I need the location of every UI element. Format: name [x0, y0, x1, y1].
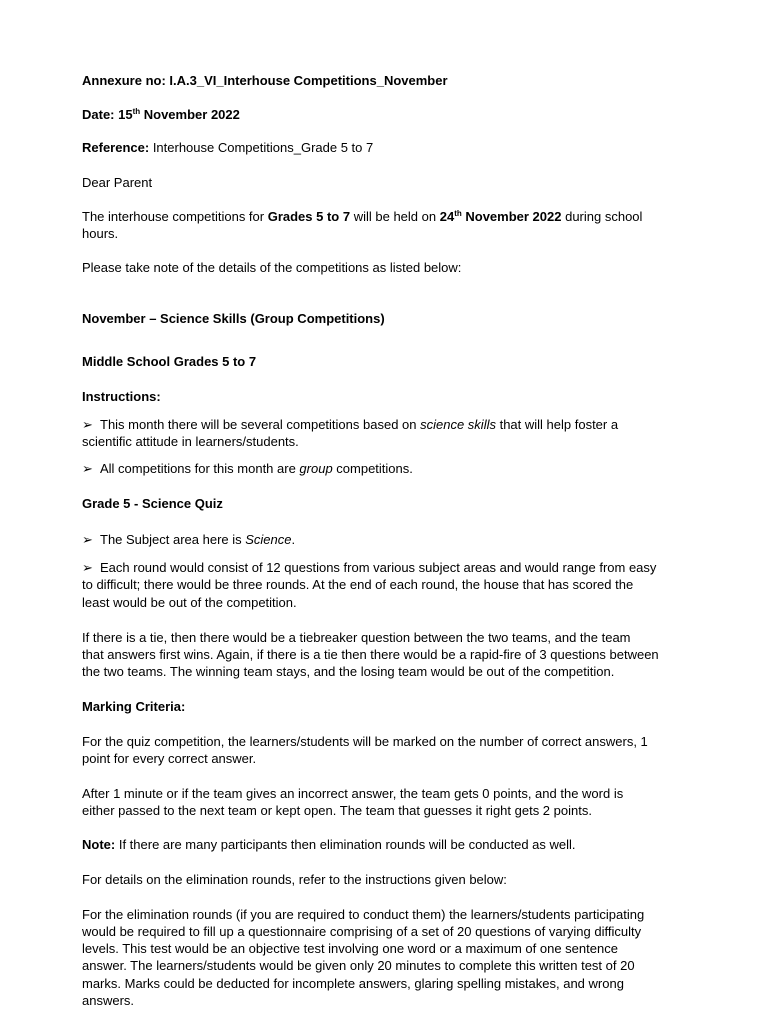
- marking-paragraph-1-line2: point for every correct answer.: [82, 751, 257, 766]
- marking-heading: Marking Criteria:: [82, 699, 186, 714]
- grade5-bullet-2-cont: to difficult; there would be three rounds. At the end of each round, the house that has scored the: [82, 577, 634, 592]
- reference-line: [82, 139, 727, 156]
- salutation: Dear Parent: [82, 175, 153, 190]
- date-label: Date: 15th November 2022: [82, 107, 240, 122]
- arrow-bullet-icon: ➢: [82, 560, 93, 575]
- grade5-bullet-2-cont2: least would be out of the competition.: [82, 595, 297, 610]
- marking-paragraph-2-line1: After 1 minute or if the team gives an incorrect answer, the team gets 0 points, and the word is: [82, 786, 624, 801]
- instruction-bullet-1-cont: scientific attitude in learners/students.: [82, 434, 299, 449]
- middle-school-heading: Middle School Grades 5 to 7: [82, 354, 257, 369]
- annexure-line: Annexure no: I.A.3_VI_Interhouse Competitions_November: [82, 73, 448, 88]
- intro-paragraph-line1: The interhouse competitions for Grades 5 to 7 will be held on 24th November 2022 during school: [82, 209, 643, 224]
- tie-paragraph-line3: the two teams. The winning team stays, and the losing team would be out of the competition.: [82, 664, 615, 679]
- elimination-line3: levels. This test would be an objective test involving one word or a maximum of one sentence: [82, 941, 618, 956]
- elimination-line2: would be required to fill up a questionnaire comprising of a set of 20 questions of varying difficulty: [82, 924, 642, 939]
- instruction-bullet-1: ➢ This month there will be several competitions based on science skills that will help foster a: [82, 417, 619, 432]
- instructions-heading: Instructions:: [82, 389, 161, 404]
- november-heading: November – Science Skills (Group Competitions): [82, 311, 385, 326]
- intro-paragraph-line2: hours.: [82, 226, 119, 241]
- details-line: For details on the elimination rounds, refer to the instructions given below:: [82, 872, 507, 887]
- note-line: Note: If there are many participants then elimination rounds will be conducted as well.: [82, 837, 576, 852]
- grade5-heading: Grade 5 - Science Quiz: [82, 496, 223, 511]
- elimination-line4: answer. The learners/students would be given only 20 minutes to complete this written test of 20: [82, 958, 635, 973]
- arrow-bullet-icon: ➢: [82, 532, 93, 547]
- reference-value: Interhouse Competitions_Grade 5 to 7: [149, 140, 374, 155]
- marking-paragraph-2-line2: either passed to the next team or kept open. The team that guesses it right gets 2 points.: [82, 803, 592, 818]
- intro-note: Please take note of the details of the competitions as listed below:: [82, 260, 462, 275]
- grade5-bullet-2: ➢ Each round would consist of 12 questions from various subject areas and would range from easy: [82, 560, 657, 575]
- elimination-line6: answers.: [82, 993, 135, 1008]
- elimination-line5: marks. Marks could be deducted for incomplete answers, glaring spelling mistakes, and wrong: [82, 976, 624, 991]
- date-line: [82, 106, 727, 123]
- marking-paragraph-1-line1: For the quiz competition, the learners/students will be marked on the number of correct answers, 1: [82, 734, 648, 749]
- reference-label: Reference:: [82, 140, 150, 155]
- tie-paragraph-line1: If there is a tie, then there would be a tiebreaker question between the two teams, and the team: [82, 630, 631, 645]
- instruction-bullet-2: ➢ All competitions for this month are group competitions.: [82, 461, 413, 476]
- arrow-bullet-icon: ➢: [82, 417, 93, 432]
- note-label: Note:: [82, 837, 116, 852]
- grade5-bullet-1: ➢ The Subject area here is Science.: [82, 532, 296, 547]
- tie-paragraph-line2: that answers first wins. Again, if there is a tie then there would be a rapid-fire of 3 questions between: [82, 647, 659, 662]
- arrow-bullet-icon: ➢: [82, 461, 93, 476]
- elimination-line1: For the elimination rounds (if you are required to conduct them) the learners/students participating: [82, 907, 645, 922]
